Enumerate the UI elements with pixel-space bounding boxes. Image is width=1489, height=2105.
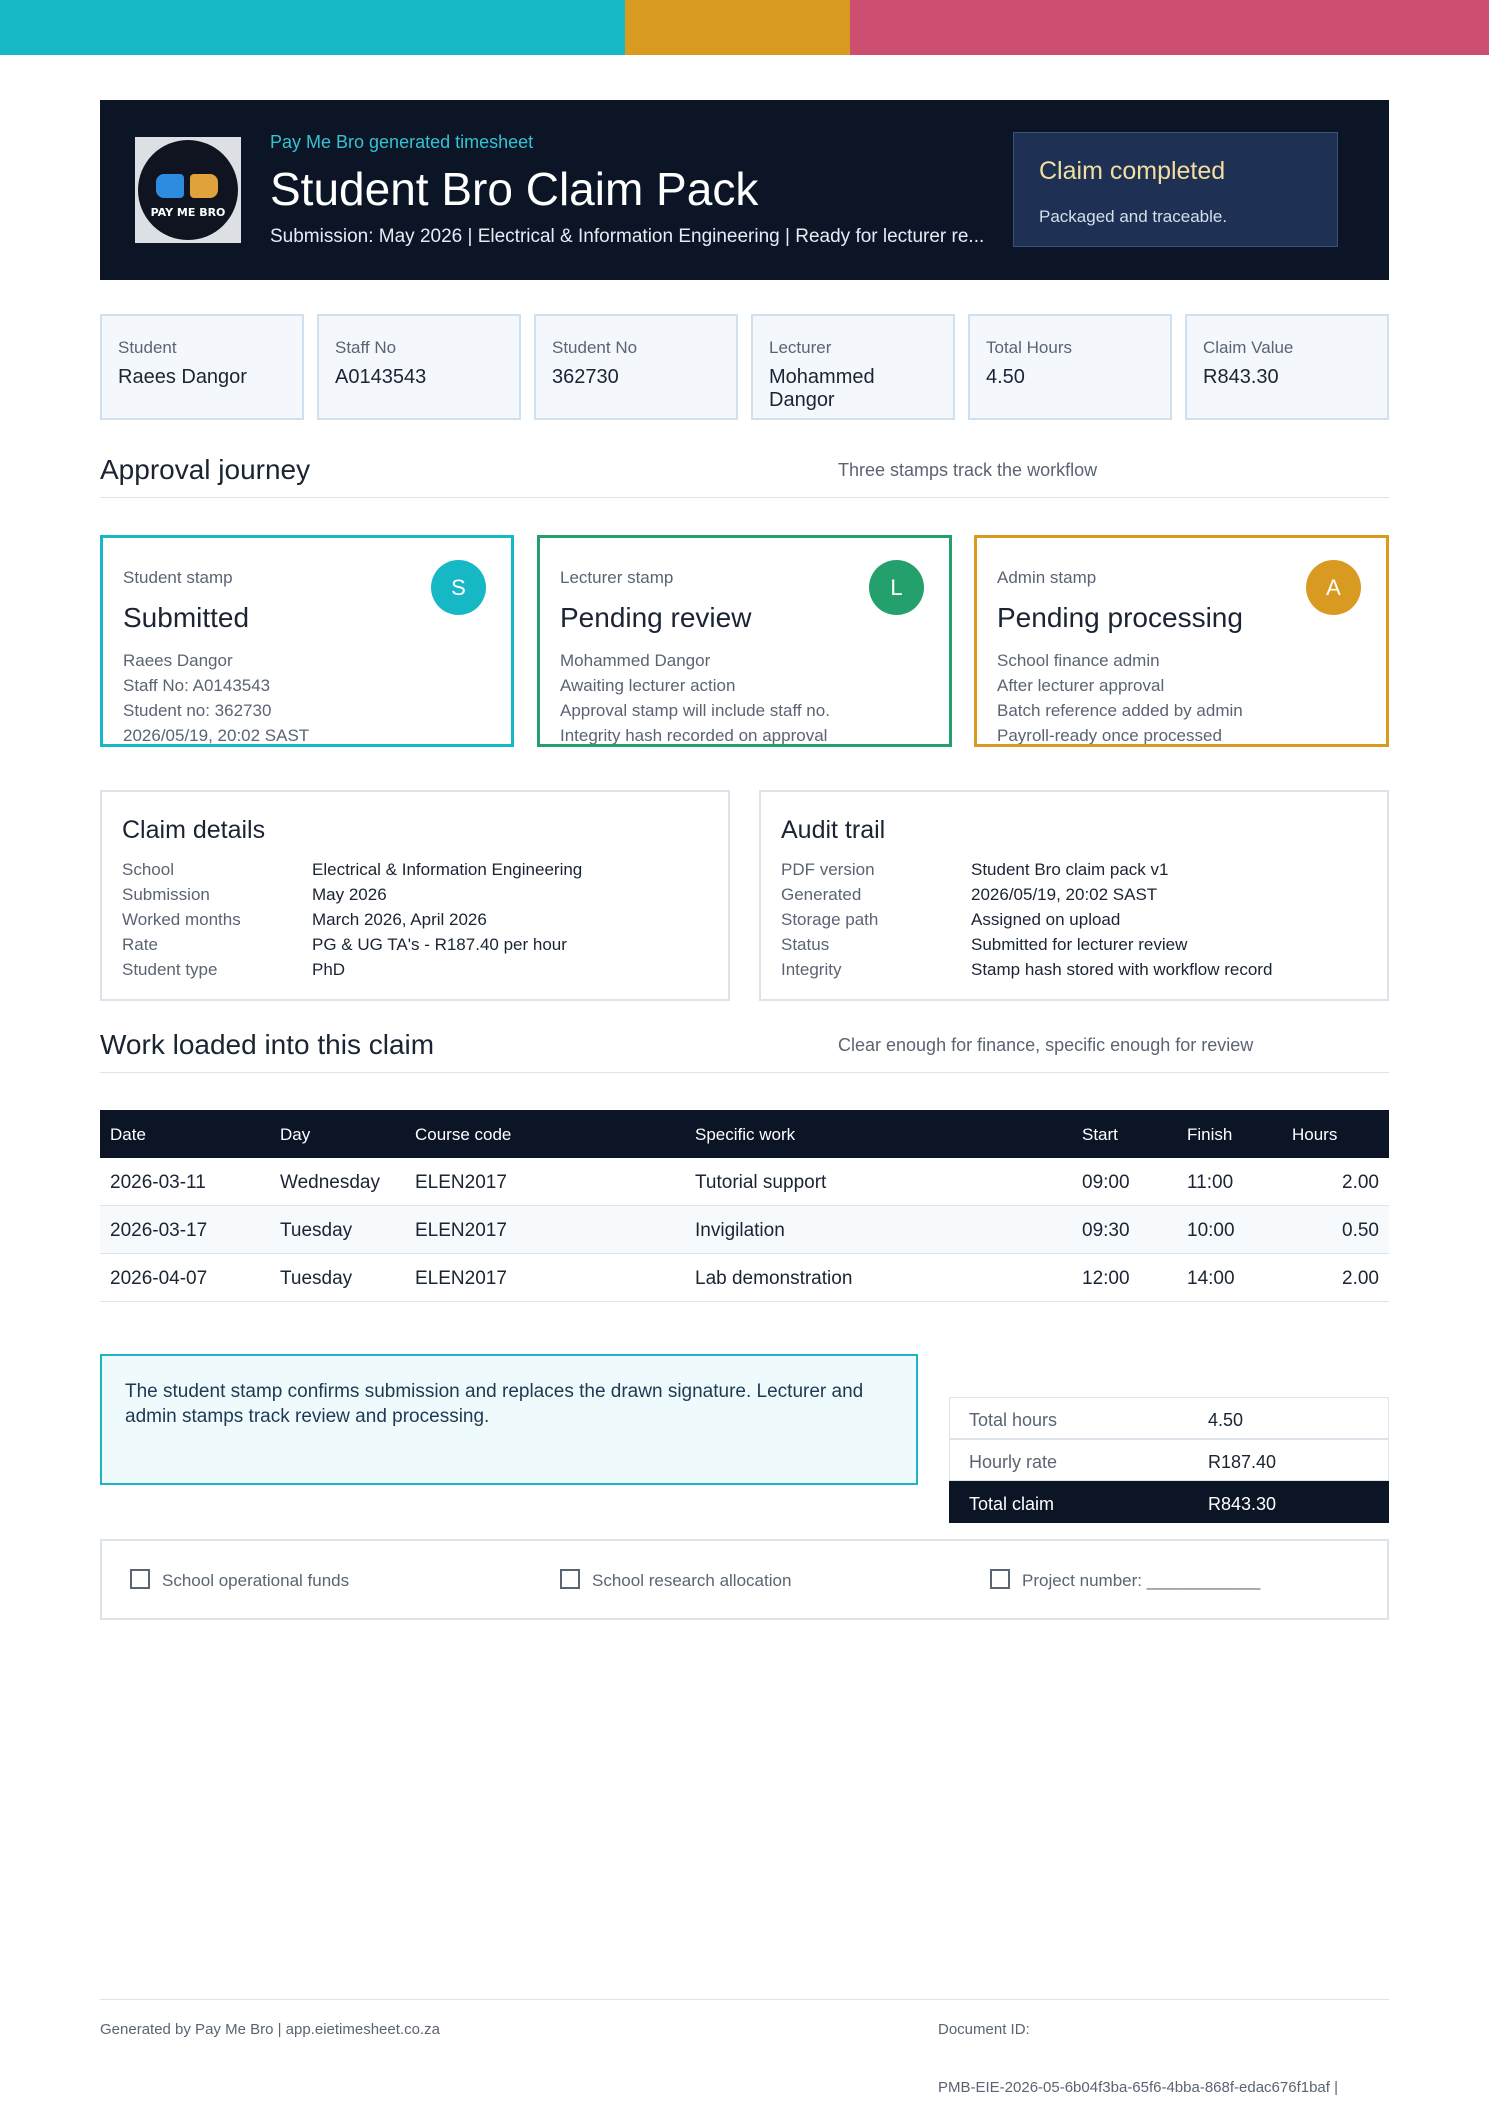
student-stamp-badge: S: [431, 560, 486, 615]
table-header: [100, 1110, 1389, 1158]
cell-date: 2026-03-17: [110, 1220, 208, 1241]
stamp-line: Integrity hash recorded on approval: [560, 726, 828, 745]
lecturer-stamp-card: [537, 535, 952, 747]
stamp-line: Staff No: A0143543: [123, 676, 271, 695]
stat-label: Lecturer: [769, 338, 832, 357]
admin-stamp-card: [974, 535, 1389, 747]
work-section-title: Work loaded into this claim: [100, 1029, 435, 1060]
stat-value: 362730: [552, 366, 619, 388]
audit-key: Integrity: [781, 960, 842, 979]
logo-text: PAY ME BRO: [150, 206, 226, 219]
approval-section-note: Three stamps track the workflow: [838, 460, 1098, 480]
cell-finish: 14:00: [1187, 1268, 1235, 1289]
student-stamp-card: [100, 535, 514, 747]
school-research-allocation-checkbox[interactable]: [560, 1569, 580, 1589]
footer-doc-id-label: Document ID:: [938, 2021, 1030, 2038]
column-header: Date: [110, 1125, 146, 1144]
detail-value: March 2026, April 2026: [312, 910, 487, 929]
footer-divider: [100, 1999, 1389, 2000]
column-header: Day: [280, 1125, 311, 1144]
total-hours-row: [949, 1397, 1389, 1439]
audit-key: Status: [781, 935, 830, 954]
cell-course-code: ELEN2017: [415, 1172, 507, 1193]
cell-start: 09:00: [1082, 1172, 1130, 1193]
lecturer-stamp-badge: L: [869, 560, 924, 615]
stamp-note-box: [100, 1354, 918, 1485]
stat-value: Raees Dangor: [118, 366, 247, 388]
stamp-line: Payroll-ready once processed: [997, 726, 1222, 745]
column-header: Course code: [415, 1125, 512, 1144]
admin-stamp-badge: A: [1306, 560, 1361, 615]
table-row: [100, 1206, 1389, 1254]
column-header: Specific work: [695, 1125, 796, 1144]
column-header: Hours: [1292, 1125, 1338, 1144]
stamp-status: Pending review: [560, 602, 752, 633]
stamp-line: Awaiting lecturer action: [560, 676, 736, 695]
cell-hours: 2.00: [1342, 1268, 1379, 1289]
table-row: [100, 1158, 1389, 1206]
cell-finish: 11:00: [1187, 1172, 1234, 1193]
cell-specific-work: Tutorial support: [695, 1172, 827, 1193]
stat-label: Student No: [552, 338, 638, 357]
hero-eyebrow: Pay Me Bro generated timesheet: [270, 132, 534, 152]
column-header: Finish: [1187, 1125, 1233, 1144]
hero-subtitle: Submission: May 2026 | Electrical & Information Engineering | Ready for lecturer re...: [270, 226, 985, 247]
approval-section-title: Approval journey: [100, 454, 311, 485]
footer-generated: Generated by Pay Me Bro | app.eietimesheet.co.za: [100, 2021, 440, 2038]
cell-date: 2026-04-07: [110, 1268, 208, 1289]
claim-status-note: Packaged and traceable.: [1039, 207, 1228, 226]
logo-badge: [138, 140, 238, 240]
audit-trail-panel: [759, 790, 1389, 1001]
claim-status-title: Claim completed: [1039, 157, 1226, 185]
stat-label: Student: [118, 338, 177, 357]
stamp-line: Approval stamp will include staff no.: [560, 701, 830, 720]
stat-value: A0143543: [335, 366, 427, 388]
total-claim-row: [949, 1481, 1389, 1523]
footer-doc-id: PMB-EIE-2026-05-6b04f3ba-65f6-4bba-868f-edac676f1baf |: [938, 2079, 1338, 2096]
detail-value: PhD: [312, 960, 346, 979]
stamp-line: School finance admin: [997, 651, 1160, 670]
checkbox-label: School research allocation: [592, 1571, 792, 1590]
page-title: Student Bro Claim Pack: [270, 163, 759, 215]
cell-hours: 2.00: [1342, 1172, 1379, 1193]
detail-value: PG & UG TA's - R187.40 per hour: [312, 935, 567, 954]
stat-value: 4.50: [986, 366, 1025, 388]
stat-card-lecturer: [751, 314, 955, 420]
stamp-label: Lecturer stamp: [560, 568, 674, 587]
cell-start: 12:00: [1082, 1268, 1130, 1289]
color-bar-teal: [0, 0, 625, 55]
stat-card-staff-no: [317, 314, 521, 420]
total-value: 4.50: [1208, 1410, 1244, 1430]
total-key: Total hours: [969, 1410, 1058, 1430]
detail-value: Electrical & Information Engineering: [312, 860, 583, 879]
table-row: [100, 1254, 1389, 1302]
total-key: Hourly rate: [969, 1452, 1058, 1472]
detail-key: Submission: [122, 885, 210, 904]
cell-course-code: ELEN2017: [415, 1268, 507, 1289]
cell-date: 2026-03-11: [110, 1172, 206, 1193]
audit-key: PDF version: [781, 860, 875, 879]
audit-value: Submitted for lecturer review: [971, 935, 1188, 954]
cell-specific-work: Invigilation: [695, 1220, 785, 1241]
checkbox-label: Project number: ____________: [1022, 1571, 1261, 1590]
stamp-line: 2026/05/19, 20:02 SAST: [123, 726, 310, 745]
fist-bump-left-icon: [156, 174, 184, 198]
section-divider: [100, 1072, 1389, 1073]
stat-card-student-no: [534, 314, 738, 420]
total-key: Total claim: [969, 1494, 1055, 1514]
stamp-status: Submitted: [123, 602, 250, 633]
stat-label: Total Hours: [986, 338, 1072, 357]
claim-status-box: [1013, 132, 1338, 247]
total-value: R843.30: [1208, 1494, 1277, 1514]
stamp-status: Pending processing: [997, 602, 1243, 633]
cell-hours: 0.50: [1342, 1220, 1379, 1241]
cell-finish: 10:00: [1187, 1220, 1235, 1241]
audit-value: Student Bro claim pack v1: [971, 860, 1169, 879]
detail-value: May 2026: [312, 885, 387, 904]
pay-me-bro-logo: [135, 137, 241, 243]
stat-label: Claim Value: [1203, 338, 1294, 357]
hero-header: [100, 100, 1389, 280]
claim-details-title: Claim details: [122, 816, 266, 844]
column-header: Start: [1082, 1125, 1118, 1144]
funding-source-panel: [100, 1539, 1389, 1620]
school-operational-funds-checkbox[interactable]: [130, 1569, 150, 1589]
stat-card-total-hours: [968, 314, 1172, 420]
stamp-line: Batch reference added by admin: [997, 701, 1243, 720]
stamp-line: Raees Dangor: [123, 651, 233, 670]
cell-day: Tuesday: [280, 1268, 353, 1289]
stat-card-claim-value: [1185, 314, 1389, 420]
detail-key: School: [122, 860, 174, 879]
stamp-label: Student stamp: [123, 568, 233, 587]
hourly-rate-row: [949, 1439, 1389, 1481]
stat-label: Staff No: [335, 338, 397, 357]
fist-bump-right-icon: [190, 174, 218, 198]
audit-key: Generated: [781, 885, 862, 904]
section-divider: [100, 497, 1389, 498]
cell-day: Tuesday: [280, 1220, 353, 1241]
detail-key: Student type: [122, 960, 218, 979]
audit-value: Stamp hash stored with workflow record: [971, 960, 1273, 979]
detail-key: Rate: [122, 935, 158, 954]
claim-details-panel: [100, 790, 730, 1001]
audit-value: Assigned on upload: [971, 910, 1121, 929]
detail-key: Worked months: [122, 910, 241, 929]
top-color-bar: [0, 0, 1489, 55]
checkbox-label: School operational funds: [162, 1571, 350, 1590]
audit-trail-title: Audit trail: [781, 816, 886, 844]
work-section-note: Clear enough for finance, specific enough for review: [838, 1035, 1254, 1055]
cell-specific-work: Lab demonstration: [695, 1268, 853, 1289]
stat-value: Mohammed Dangor: [769, 366, 875, 411]
audit-value: 2026/05/19, 20:02 SAST: [971, 885, 1158, 904]
stamp-line: Student no: 362730: [123, 701, 272, 720]
cell-day: Wednesday: [280, 1172, 380, 1193]
cell-start: 09:30: [1082, 1220, 1130, 1241]
color-bar-amber: [625, 0, 850, 55]
stamp-line: After lecturer approval: [997, 676, 1165, 695]
stamp-line: Mohammed Dangor: [560, 651, 711, 670]
color-bar-rose: [850, 0, 1489, 55]
project-number-checkbox[interactable]: [990, 1569, 1010, 1589]
stamp-note-text: The student stamp confirms submission and replaces the drawn signature. Lecturer and admin stamps track review and processing.: [125, 1381, 864, 1427]
stamp-label: Admin stamp: [997, 568, 1097, 587]
total-value: R187.40: [1208, 1452, 1277, 1472]
stat-value: R843.30: [1203, 366, 1279, 388]
cell-course-code: ELEN2017: [415, 1220, 507, 1241]
stat-card-student: [100, 314, 304, 420]
audit-key: Storage path: [781, 910, 879, 929]
